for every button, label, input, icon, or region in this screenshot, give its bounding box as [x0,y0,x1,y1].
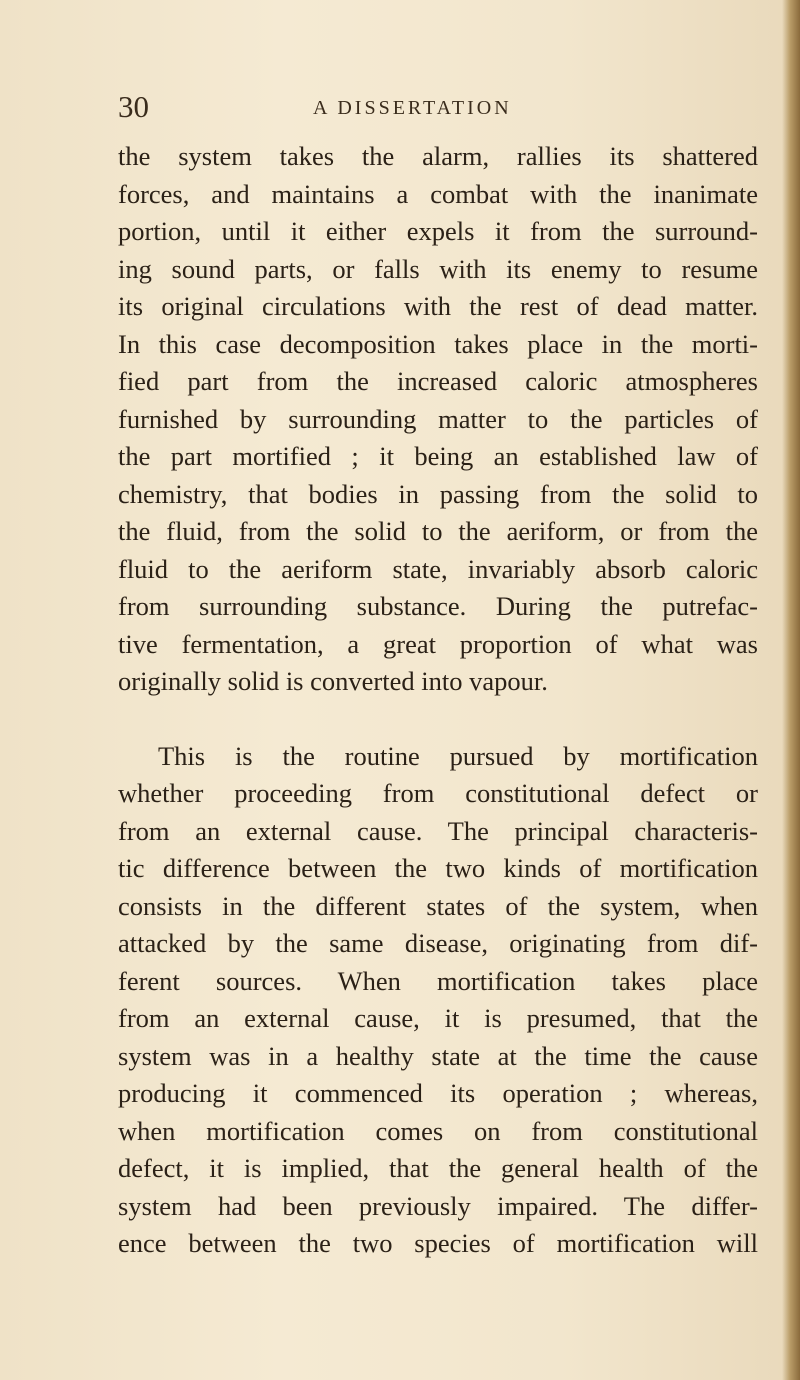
body-text [118,138,758,1263]
text-line: chemistry, that bodies in passing from the solid to [118,478,758,509]
text-line: This is the routine pursued by mortification [158,740,758,771]
text-line: ferent sources. When mortification takes place [118,965,758,996]
text-line: originally solid is converted into vapour. [118,666,548,696]
text-line: from surrounding substance. During the putrefac- [118,591,758,621]
text-line: furnished by surrounding matter to the particles of [118,403,758,434]
running-head: A DISSERTATION [313,97,512,119]
text-line: In this case decomposition takes place in the morti- [118,328,758,359]
paragraph-gap [118,701,758,738]
text-line: consists in the different states of the system, when [118,890,758,921]
paragraph-1 [118,138,758,701]
text-line: system was in a healthy state at the time the cause [118,1040,758,1071]
text-line: when mortification comes on from constitutional [118,1115,758,1146]
text-line: from an external cause. The principal characteris- [118,815,758,846]
text-line: fied part from the increased caloric atmospheres [118,366,758,396]
paragraph-2 [118,738,758,1263]
text-line: forces, and maintains a combat with the inanimate [118,178,758,209]
text-line: ence between the two species of mortification will [118,1228,758,1258]
text-line: whether proceeding from constitutional defect or [118,778,758,808]
text-line: the system takes the alarm, rallies its shattered [118,141,758,171]
text-line: system had been previously impaired. The differ- [118,1190,758,1221]
text-line: defect, it is implied, that the general health of the [118,1153,758,1183]
page-header [118,90,758,130]
text-line: portion, until it either expels it from the surround- [118,216,758,246]
text-line: from an external cause, it is presumed, that the [118,1003,758,1033]
text-line: its original circulations with the rest of dead matter. [118,291,758,321]
text-line: producing it commenced its operation ; whereas, [118,1078,758,1108]
text-line: the fluid, from the solid to the aeriform, or from the [118,516,758,546]
text-line: the part mortified ; it being an established law of [118,441,758,471]
text-line: tive fermentation, a great proportion of what was [118,628,758,659]
text-line: ing sound parts, or falls with its enemy to resume [118,253,758,284]
text-line: attacked by the same disease, originating from dif- [118,928,758,958]
text-line: tic difference between the two kinds of mortification [118,853,758,883]
page-binding-edge [782,0,800,1380]
text-line: fluid to the aeriform state, invariably absorb caloric [118,553,758,584]
page-number: 30 [118,89,149,124]
